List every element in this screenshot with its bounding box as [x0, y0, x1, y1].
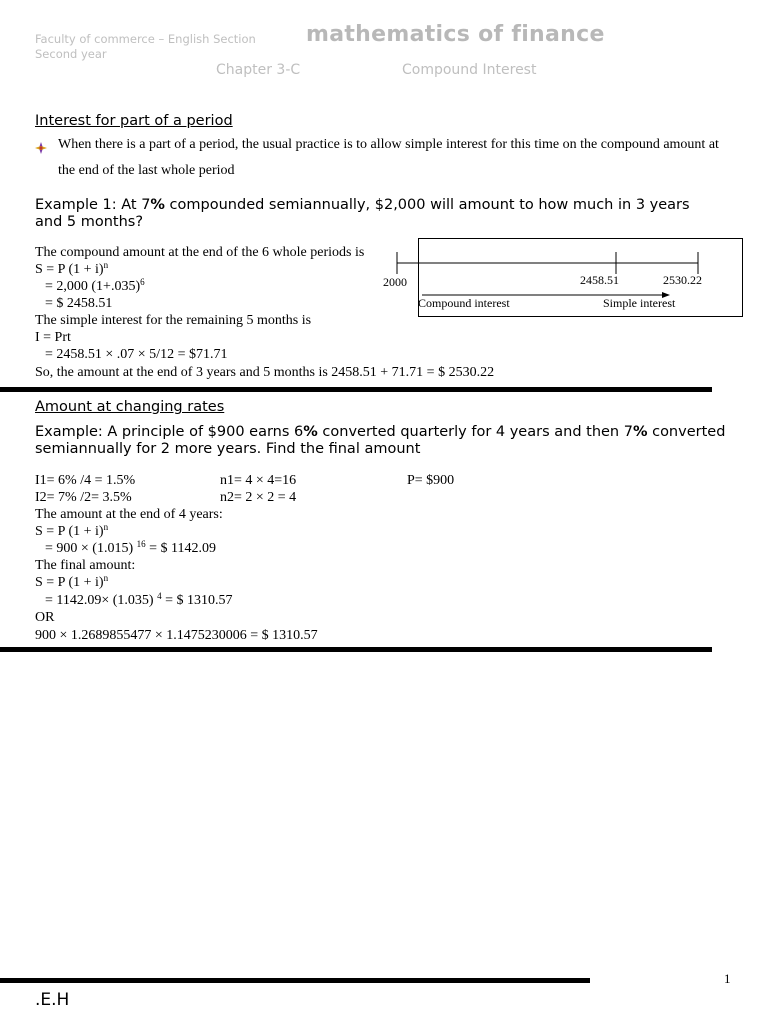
s2-line-1: The amount at the end of 4 years: — [35, 507, 223, 522]
s1-line-7: = 2458.51 × .07 × 5/12 = $71.71 — [45, 347, 228, 362]
s1-line-3: = 2,000 $(1+.035)^6$ — [45, 277, 145, 294]
page-number: 1 — [724, 971, 731, 986]
s2-line-7: OR — [35, 610, 55, 625]
s1-line-1: The compound amount at the end of the 6 whole periods is — [35, 245, 365, 260]
timeline-end-label: 2530.22 — [663, 273, 702, 287]
s2-line-8: 900 × 1.2689855477 × 1.1475230006 = $ 1310.57 — [35, 628, 318, 643]
s2-line-3: = 900 × (1.015) $^{16}$ = $ 1142.09 — [45, 539, 217, 556]
rate2-label: I2= 7% /2= 3.5% — [35, 490, 132, 505]
s1-line-4: = $ 2458.51 — [45, 296, 113, 311]
faculty-label: Faculty of commerce – English Section — [35, 32, 256, 46]
timeline-simple-label: Simple interest — [603, 296, 676, 310]
s1-line-8: So, the amount at the end of 3 years and 5 months is 2458.51 + 71.71 = $ 2530.22 — [35, 365, 495, 380]
section1-bullet-text: When there is a part of a period, the usual practice is to allow simple interest for this time on the compound amount at the end of the last whole period — [58, 137, 719, 178]
year-label: Second year — [35, 47, 107, 61]
section2-heading: Amount at changing rates — [35, 399, 225, 415]
s1-line-5: The simple interest for the remaining 5 months is — [35, 313, 312, 328]
s2-line-2: S = P $(1 + i)^n$ — [35, 522, 109, 539]
timeline-compound-label: Compound interest — [418, 296, 510, 310]
section-divider-2 — [0, 647, 712, 652]
periods2-label: n2= 2 × 2 = 4 — [220, 490, 297, 505]
timeline-start-label: 2000 — [383, 275, 407, 289]
footer-rule — [0, 978, 590, 983]
s1-line-6: I = Prt — [35, 330, 71, 345]
document-title: mathematics of finance — [306, 22, 605, 47]
s2-line-6: = 1142.09× (1.035) $^4$ = $ 1310.57 — [45, 591, 233, 608]
footer-initials: .E.H — [35, 990, 70, 1010]
chapter-label: Chapter 3-C — [216, 62, 301, 78]
topic-label: Compound Interest — [402, 62, 537, 78]
s1-line-2: S = P $(1 + i)^n$ — [35, 260, 109, 277]
s2-line-4: The final amount: — [35, 558, 136, 573]
principal-label: P= $900 — [407, 473, 455, 488]
example2-text: Example: A principle of $900 earns 6% converted quarterly for 4 years and then 7% converted semiannually for 2 more years. Find the final amount — [35, 424, 726, 457]
periods1-label: n1= 4 × 4=16 — [220, 473, 297, 488]
example1-text: Example 1: At 7% compounded semiannually, $2,000 will amount to how much in 3 years and 5 months? — [35, 197, 690, 230]
timeline-mid-label: 2458.51 — [580, 273, 619, 287]
bullet-icon — [35, 141, 47, 153]
rate1-label: I1= 6% /4 = 1.5% — [35, 473, 136, 488]
s2-line-5: S = P $(1 + i)^n$ — [35, 573, 109, 590]
section1-heading: Interest for part of a period — [35, 113, 233, 129]
section-divider-1 — [0, 387, 712, 392]
